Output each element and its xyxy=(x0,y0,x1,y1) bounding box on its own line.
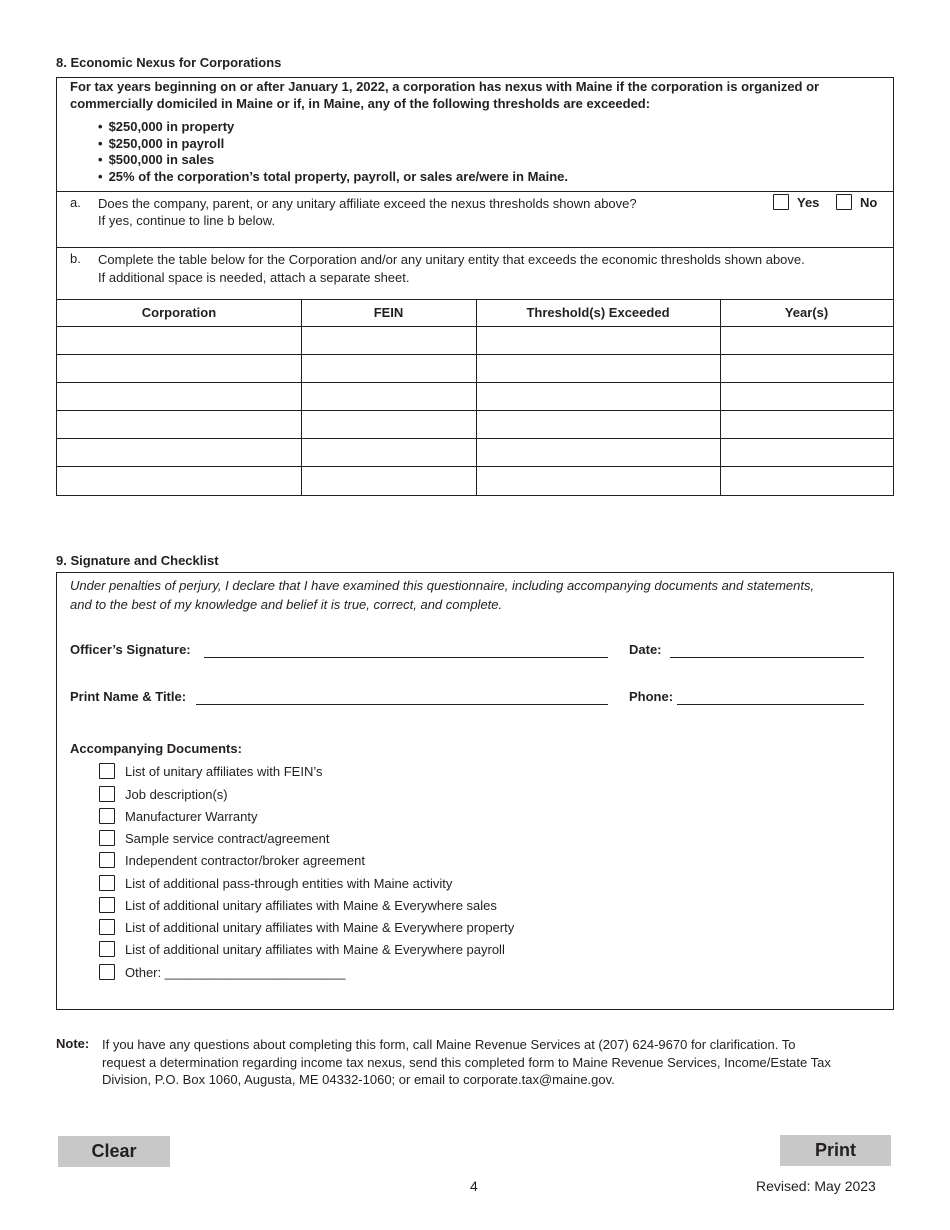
document-label: Manufacturer Warranty xyxy=(125,809,258,824)
line-b-instruction-text: Complete the table below for the Corporation and/or any unitary entity that exceeds the economic thresholds shown above. xyxy=(98,252,805,267)
threshold-item: • $250,000 in property xyxy=(98,119,568,136)
phone-field[interactable] xyxy=(677,704,864,705)
divider xyxy=(57,247,893,248)
threshold-list xyxy=(98,119,568,185)
document-checkbox[interactable] xyxy=(99,897,115,913)
document-checkbox[interactable] xyxy=(99,786,115,802)
line-b-letter: b. xyxy=(70,251,81,266)
revised-date: Revised: May 2023 xyxy=(756,1178,876,1194)
document-label: List of additional unitary affiliates with Maine & Everywhere payroll xyxy=(125,942,505,957)
document-checkbox[interactable] xyxy=(99,964,115,980)
table-row[interactable] xyxy=(57,411,301,438)
declaration-line: and to the best of my knowledge and belief it is true, correct, and complete. xyxy=(70,597,503,612)
table-row[interactable] xyxy=(57,383,301,410)
note-line: Division, P.O. Box 1060, Augusta, ME 04332-1060; or email to corporate.tax@maine.gov. xyxy=(102,1072,615,1087)
threshold-item: • $500,000 in sales xyxy=(98,152,568,169)
note-text xyxy=(102,1036,831,1089)
document-label: Independent contractor/broker agreement xyxy=(125,853,365,868)
document-checkbox[interactable] xyxy=(99,852,115,868)
page-number: 4 xyxy=(470,1178,478,1194)
declaration-line: Under penalties of perjury, I declare that I have examined this questionnaire, including accompanying documents and statements, xyxy=(70,578,815,593)
section-8-box xyxy=(56,77,894,496)
yes-checkbox[interactable] xyxy=(773,194,789,210)
date-field[interactable] xyxy=(670,657,864,658)
nexus-intro: For tax years beginning on or after January 1, 2022, a corporation has nexus with Maine if the corporation is organized or commercially domiciled in Maine or if, in Maine, any of the following thresholds are exceeded: xyxy=(70,79,820,111)
line-b-instruction xyxy=(98,251,805,287)
document-checkbox[interactable] xyxy=(99,941,115,957)
no-checkbox[interactable] xyxy=(836,194,852,210)
note-label: Note: xyxy=(56,1036,90,1051)
line-a-followup: If yes, continue to line b below. xyxy=(98,213,276,228)
line-a-question-text: Does the company, parent, or any unitary affiliate exceed the nexus thresholds shown above? xyxy=(98,196,637,211)
line-a-letter: a. xyxy=(70,195,81,210)
header-years: Year(s) xyxy=(784,305,829,320)
document-checkbox[interactable] xyxy=(99,919,115,935)
documents-heading: Accompanying Documents: xyxy=(70,741,242,756)
divider xyxy=(57,191,893,192)
clear-button[interactable]: Clear xyxy=(58,1136,170,1167)
document-label: List of additional pass-through entities with Maine activity xyxy=(125,876,453,891)
threshold-item: • $250,000 in payroll xyxy=(98,136,568,153)
table-row[interactable] xyxy=(57,327,301,354)
phone-label: Phone: xyxy=(629,689,674,704)
document-label: Job description(s) xyxy=(125,787,228,802)
section-9-title: 9. Signature and Checklist xyxy=(56,553,219,568)
yes-label: Yes xyxy=(797,195,820,210)
document-label: List of unitary affiliates with FEIN’s xyxy=(125,764,323,779)
header-corporation: Corporation xyxy=(141,305,217,320)
document-checkbox[interactable] xyxy=(99,808,115,824)
officer-signature-label: Officer’s Signature: xyxy=(70,642,191,657)
perjury-declaration xyxy=(70,576,814,614)
date-label: Date: xyxy=(629,642,662,657)
document-checkbox[interactable] xyxy=(99,830,115,846)
note-line: If you have any questions about completing this form, call Maine Revenue Services at (207) 624-9670 for clarification. To xyxy=(102,1037,796,1052)
document-label: Other: _________________________ xyxy=(125,965,346,980)
document-checkbox[interactable] xyxy=(99,875,115,891)
print-button[interactable]: Print xyxy=(780,1135,891,1166)
no-label: No xyxy=(860,195,878,210)
print-name-label: Print Name & Title: xyxy=(70,689,187,704)
line-a-question xyxy=(98,195,637,229)
print-name-field[interactable] xyxy=(196,704,608,705)
table-row[interactable] xyxy=(57,439,301,466)
threshold-item: • 25% of the corporation’s total property, payroll, or sales are/were in Maine. xyxy=(98,169,568,186)
header-thresholds: Threshold(s) Exceeded xyxy=(526,305,670,320)
document-label: Sample service contract/agreement xyxy=(125,831,330,846)
document-checkbox[interactable] xyxy=(99,763,115,779)
document-label: List of additional unitary affiliates with Maine & Everywhere property xyxy=(125,920,515,935)
section-8-title: 8. Economic Nexus for Corporations xyxy=(56,55,282,70)
document-label: List of additional unitary affiliates with Maine & Everywhere sales xyxy=(125,898,497,913)
header-fein: FEIN xyxy=(373,305,404,320)
officer-signature-field[interactable] xyxy=(204,657,608,658)
table-row[interactable] xyxy=(57,355,301,382)
table-row[interactable] xyxy=(57,467,301,494)
note-line: request a determination regarding income tax nexus, send this completed form to Maine Revenue Services, Income/Estate Tax xyxy=(102,1054,831,1070)
line-b-followup: If additional space is needed, attach a separate sheet. xyxy=(98,270,410,285)
threshold-table xyxy=(57,299,893,495)
